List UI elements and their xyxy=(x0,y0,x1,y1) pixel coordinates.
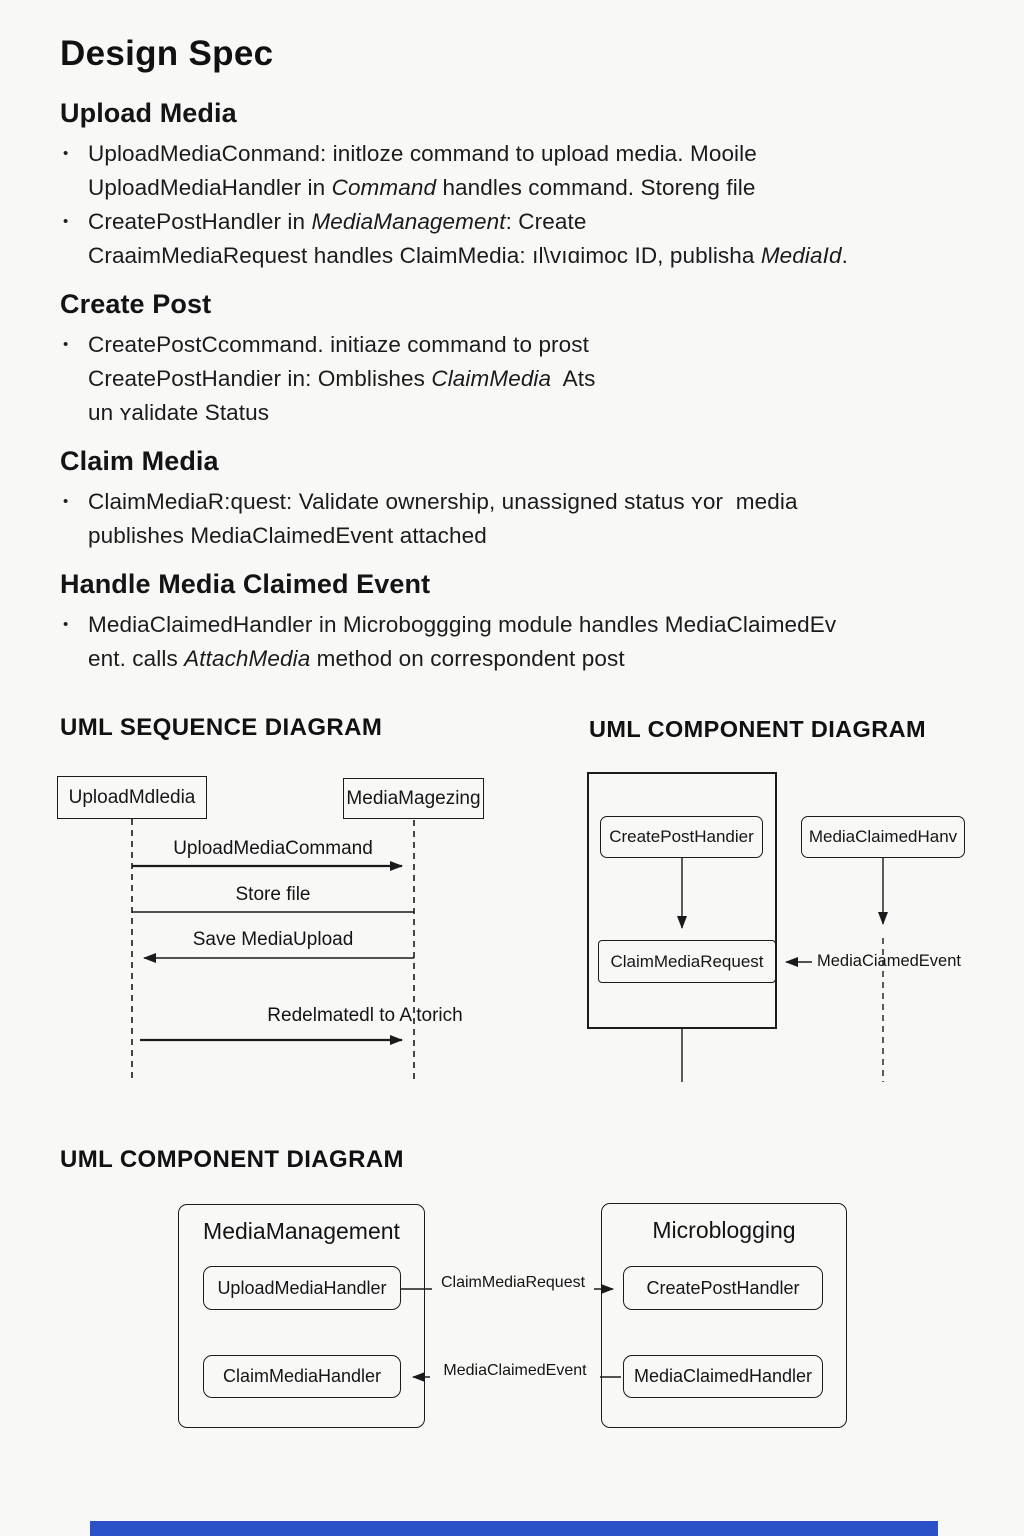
component-diagram-bottom-title: UML COMPONENT DIAGRAM xyxy=(60,1146,404,1173)
section-heading-claim-media: Claim Media xyxy=(60,446,219,476)
component-claimmediahandler: ClaimMediaHandler xyxy=(203,1355,401,1398)
text-run: CreatePostHandier in: Omblishes xyxy=(88,366,432,391)
text-line xyxy=(88,362,966,396)
section-heading-handle-media-claimed-event: Handle Media Claimed Event xyxy=(60,569,431,599)
actor-box-uploadmedia: UploadMdledia xyxy=(57,776,207,819)
text-line xyxy=(88,328,966,362)
text-run: ClaimMediaR:quest: Validate ownership, unassigned status ʏor media xyxy=(88,489,798,514)
text-run: un ʏalidate Status xyxy=(88,400,270,425)
bullet-item xyxy=(60,328,966,430)
text-run-italic: AttachMedia xyxy=(184,646,311,671)
component-mediaclaimedhandler: MediaClaimedHandler xyxy=(623,1355,823,1398)
seq-message-label-4: Redelmatedl to A torich xyxy=(267,1005,463,1026)
bullet-marker: • xyxy=(63,213,69,230)
bullet-marker: • xyxy=(63,145,69,162)
text-run: Ats xyxy=(551,366,596,391)
bullet-marker: • xyxy=(63,336,69,353)
text-run: CraaimMediaRequest handles ClaimMedia: ıl\vıɑimoc ID, publisha xyxy=(88,243,761,268)
spec-text-column xyxy=(60,34,966,676)
text-run: publishes MediaClaimedEvent attached xyxy=(88,523,487,548)
bullet-item xyxy=(60,205,966,273)
edge-label-mediaclaimedevent: MediaClaimedEvent xyxy=(430,1362,600,1380)
text-run: MediaClaimedHandler in Microboggging module handles MediaClaimedEv xyxy=(88,612,837,637)
bullet-item xyxy=(60,608,966,676)
bullet-text xyxy=(88,205,966,273)
text-run: method on correspondent post xyxy=(310,646,625,671)
component-createposthandler: CreatePostHandler xyxy=(623,1266,823,1310)
section-heading-upload-media: Upload Media xyxy=(60,98,237,128)
component-diagram-right-title: UML COMPONENT DIAGRAM xyxy=(589,716,926,742)
component-mediaclaimedhanv: MediaClaimedHanv xyxy=(801,816,965,858)
section-heading-create-post: Create Post xyxy=(60,289,212,319)
bullet-item xyxy=(60,485,966,553)
text-line xyxy=(88,519,966,553)
component-uploadmediahandler: UploadMediaHandler xyxy=(203,1266,401,1310)
module-box-unlabeled xyxy=(587,772,777,1029)
text-line xyxy=(88,205,966,239)
text-line xyxy=(88,171,966,205)
seq-message-label-1: UploadMediaCommand xyxy=(173,838,373,859)
bullet-text xyxy=(88,608,966,676)
text-run-italic: MediaManagement xyxy=(311,209,506,234)
page-title: Design Spec xyxy=(60,34,274,73)
text-run-italic: ClaimMedia xyxy=(431,366,552,391)
text-run: CreatePostHandler in xyxy=(88,209,312,234)
component-createposthandier: CreatePostHandier xyxy=(600,816,763,858)
bullet-text xyxy=(88,328,966,430)
text-line xyxy=(88,608,966,642)
text-line xyxy=(88,137,966,171)
text-run: : Create xyxy=(505,209,587,234)
bottom-accent-bar xyxy=(90,1521,938,1536)
module-label-mediamanagement: MediaManagement xyxy=(203,1218,400,1244)
text-run: . xyxy=(841,243,848,268)
text-run: handles command. Storeng file xyxy=(436,175,756,200)
module-label-microblogging: Microblogging xyxy=(652,1217,796,1243)
text-run: UploadMediaConmand: initloze command to upload media. Mooile xyxy=(88,141,757,166)
text-line xyxy=(88,396,966,430)
text-run-italic: Command xyxy=(331,175,437,200)
text-line xyxy=(88,485,966,519)
edge-label-mediaciamedevent: MediaCiamedEvent xyxy=(817,952,961,970)
bullet-marker: • xyxy=(63,493,69,510)
bullet-item xyxy=(60,137,966,205)
text-run: UploadMediaHandler in xyxy=(88,175,332,200)
component-claimmediarequest: ClaimMediaRequest xyxy=(598,940,776,983)
seq-message-label-3: Save MediaUpload xyxy=(192,929,354,950)
seq-message-label-2: Store file xyxy=(235,884,311,905)
edge-label-claimmediarequest: ClaimMediaRequest xyxy=(432,1274,594,1292)
sequence-diagram-title: UML SEQUENCE DIAGRAM xyxy=(60,714,383,741)
text-line xyxy=(88,239,966,273)
actor-box-mediamagezing: MediaMagezing xyxy=(343,778,484,819)
bullet-text xyxy=(88,485,966,553)
bullet-marker: • xyxy=(63,616,69,633)
text-line xyxy=(88,642,966,676)
bullet-text xyxy=(88,137,966,205)
text-run: ent. calls xyxy=(88,646,185,671)
text-run-italic: MediaId xyxy=(760,243,842,268)
text-run: CreatePostCcommand. initiaze command to prost xyxy=(88,332,589,357)
